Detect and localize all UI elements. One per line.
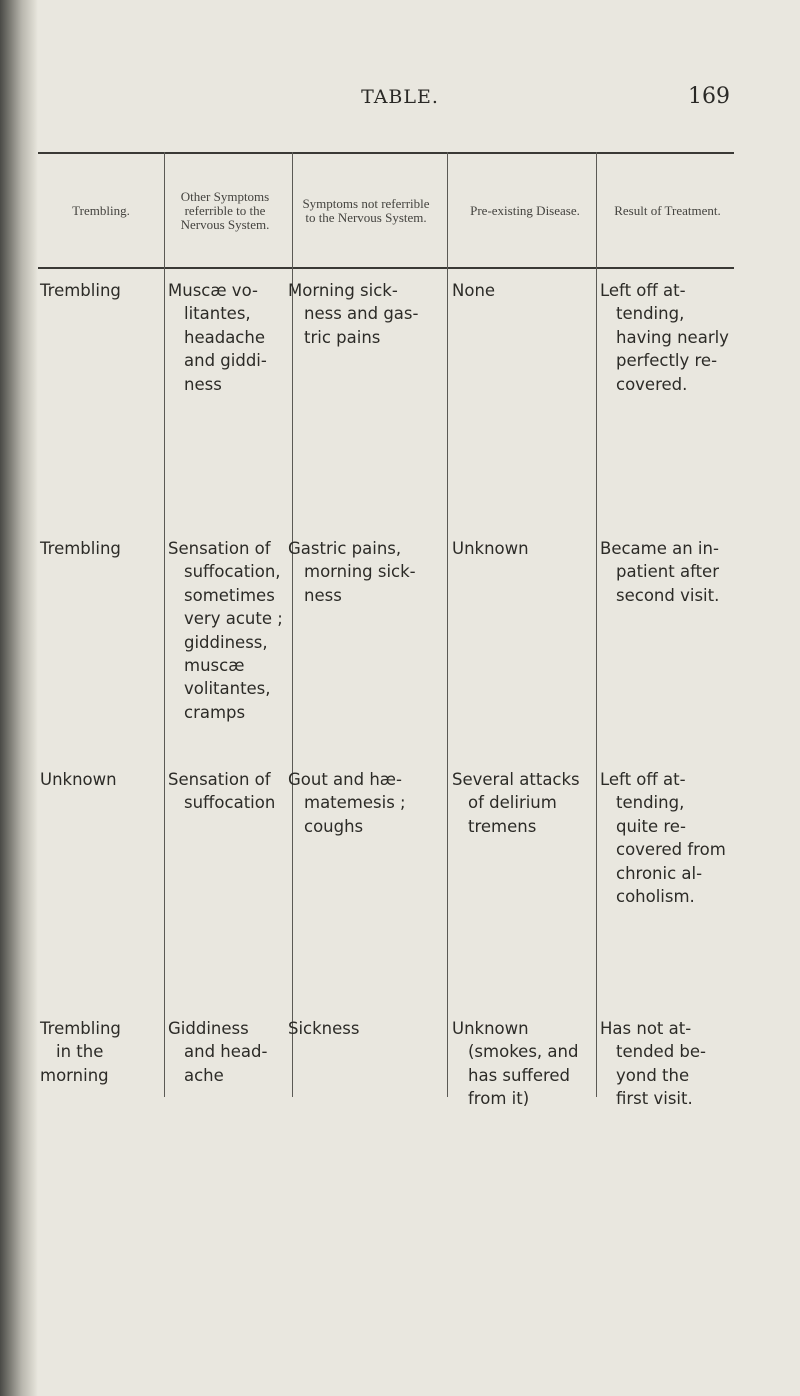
- cell-other-symptoms: Sensation of suffocation, sometimes very acute ; giddiness, muscæ volitantes, cramps: [168, 539, 283, 722]
- table-header-rule: [38, 267, 734, 269]
- header-result-of-treatment: Result of Treatment.: [614, 202, 721, 218]
- cell-not-nervous: Gout and hæ- matemesis ; coughs: [288, 770, 406, 836]
- cell-pre-existing: None: [452, 281, 496, 300]
- cell-not-nervous: Gastric pains, morning sick- ness: [288, 539, 416, 605]
- header-other-symptoms: Other Symptoms referrible to the Nervous System.: [180, 188, 270, 232]
- cell-result: Has not at- tended be- yond the first visit.: [600, 1019, 707, 1109]
- cell-not-nervous: Sickness: [288, 1019, 360, 1038]
- cell-other-symptoms: Giddiness and head- ache: [168, 1019, 268, 1085]
- header-symptoms-not-nervous: Symptoms not referrible to the Nervous System.: [302, 195, 430, 225]
- cell-pre-existing: Unknown (smokes, and has suffered from it): [452, 1019, 579, 1109]
- header-trembling: Trembling.: [72, 202, 130, 218]
- cell-pre-existing: Unknown: [452, 539, 529, 558]
- cell-not-nervous: Morning sick- ness and gas- tric pains: [288, 281, 419, 347]
- running-head: TABLE.: [361, 86, 439, 108]
- cell-trembling: Trembling: [40, 539, 121, 558]
- cell-trembling: Unknown: [40, 770, 117, 789]
- cell-other-symptoms: Muscæ vo- litantes, headache and giddi- ness: [168, 281, 267, 394]
- cell-result: Left off at- tending, having nearly perfectly re- covered.: [600, 281, 729, 394]
- cell-result: Left off at- tending, quite re- covered from chronic al- coholism.: [600, 770, 726, 907]
- cell-result: Became an in- patient after second visit.: [600, 539, 720, 605]
- cell-other-symptoms: Sensation of suffocation: [168, 770, 276, 813]
- cell-trembling: Trembling: [40, 281, 121, 300]
- cell-pre-existing: Several attacks of delirium tremens: [452, 770, 580, 836]
- page-number: 169: [688, 84, 730, 109]
- book-binding-edge: [0, 0, 38, 1396]
- column-divider: [164, 152, 165, 1097]
- table-top-rule: [38, 152, 734, 154]
- header-pre-existing-disease: Pre-existing Disease.: [470, 202, 580, 218]
- cell-trembling: Trembling in the morning: [40, 1019, 121, 1085]
